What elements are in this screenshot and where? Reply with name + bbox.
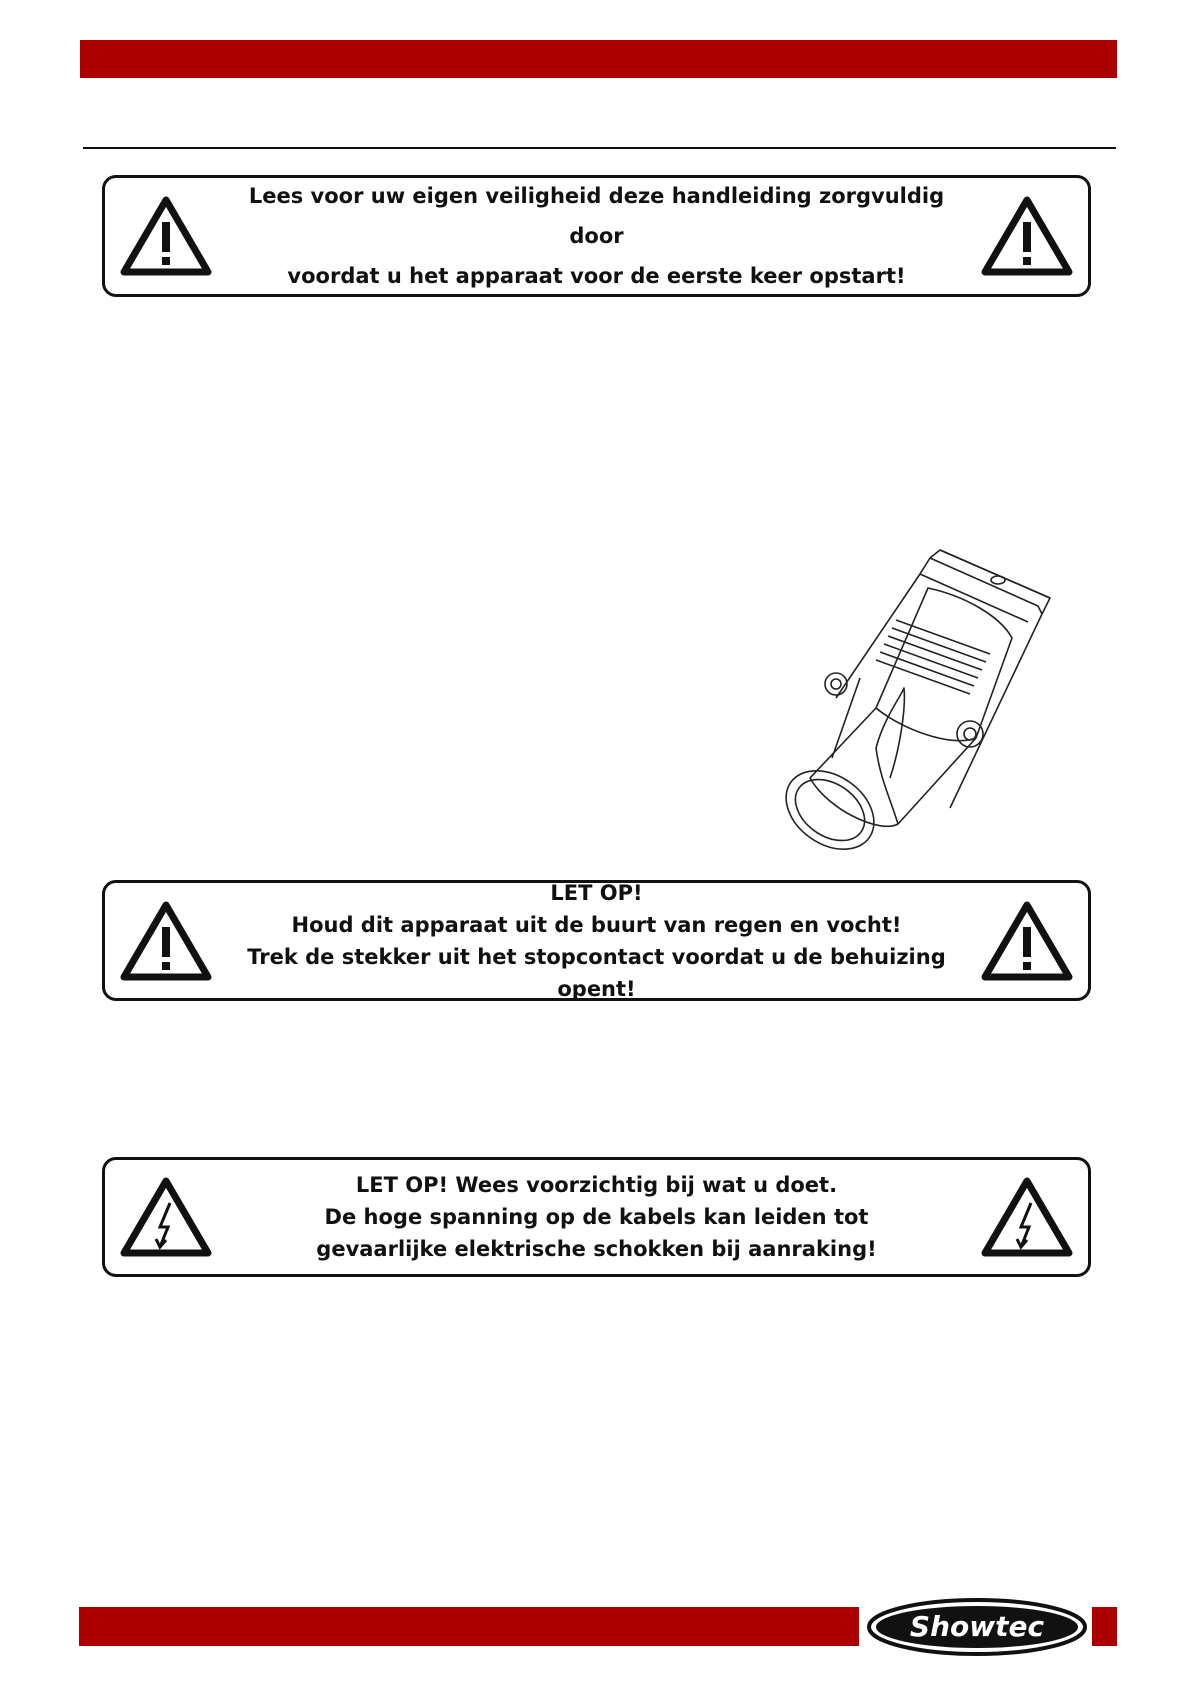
high-voltage-warning-text bbox=[225, 1160, 968, 1274]
footer-bar bbox=[79, 1607, 859, 1646]
moisture-warning-box bbox=[102, 880, 1091, 1001]
notice-line: voordat u het apparaat voor de eerste keer opstart! bbox=[287, 264, 906, 288]
notice-line: Lees voor uw eigen veiligheid deze handleiding zorgvuldig door bbox=[248, 184, 945, 248]
footer-bar-end bbox=[1092, 1607, 1117, 1646]
warning-exclamation-icon bbox=[120, 901, 212, 981]
moisture-warning-text bbox=[225, 880, 968, 1001]
warning-exclamation-icon bbox=[981, 901, 1073, 981]
showtec-logo bbox=[866, 1597, 1088, 1657]
high-voltage-warning-box bbox=[102, 1157, 1091, 1277]
safety-notice-box bbox=[102, 175, 1091, 297]
notice-line: gevaarlijke elektrische schokken bij aanraking! bbox=[316, 1237, 877, 1261]
warning-exclamation-icon bbox=[981, 196, 1073, 276]
svg-text:Showtec: Showtec bbox=[909, 1610, 1045, 1643]
warning-exclamation-icon bbox=[120, 196, 212, 276]
notice-heading: LET OP! bbox=[550, 880, 643, 905]
high-voltage-icon bbox=[120, 1177, 212, 1257]
spotlight-illustration bbox=[780, 548, 1060, 860]
notice-heading: LET OP! Wees voorzichtig bij wat u doet. bbox=[355, 1173, 838, 1197]
header-rule bbox=[83, 147, 1116, 149]
high-voltage-icon bbox=[981, 1177, 1073, 1257]
header-bar bbox=[80, 40, 1117, 78]
notice-line: De hoge spanning op de kabels kan leiden tot bbox=[324, 1205, 869, 1229]
safety-notice-text bbox=[225, 178, 968, 294]
notice-line: Trek de stekker uit het stopcontact voordat u de behuizing opent! bbox=[247, 944, 946, 1001]
notice-line: Houd dit apparaat uit de buurt van regen en vocht! bbox=[291, 912, 902, 937]
